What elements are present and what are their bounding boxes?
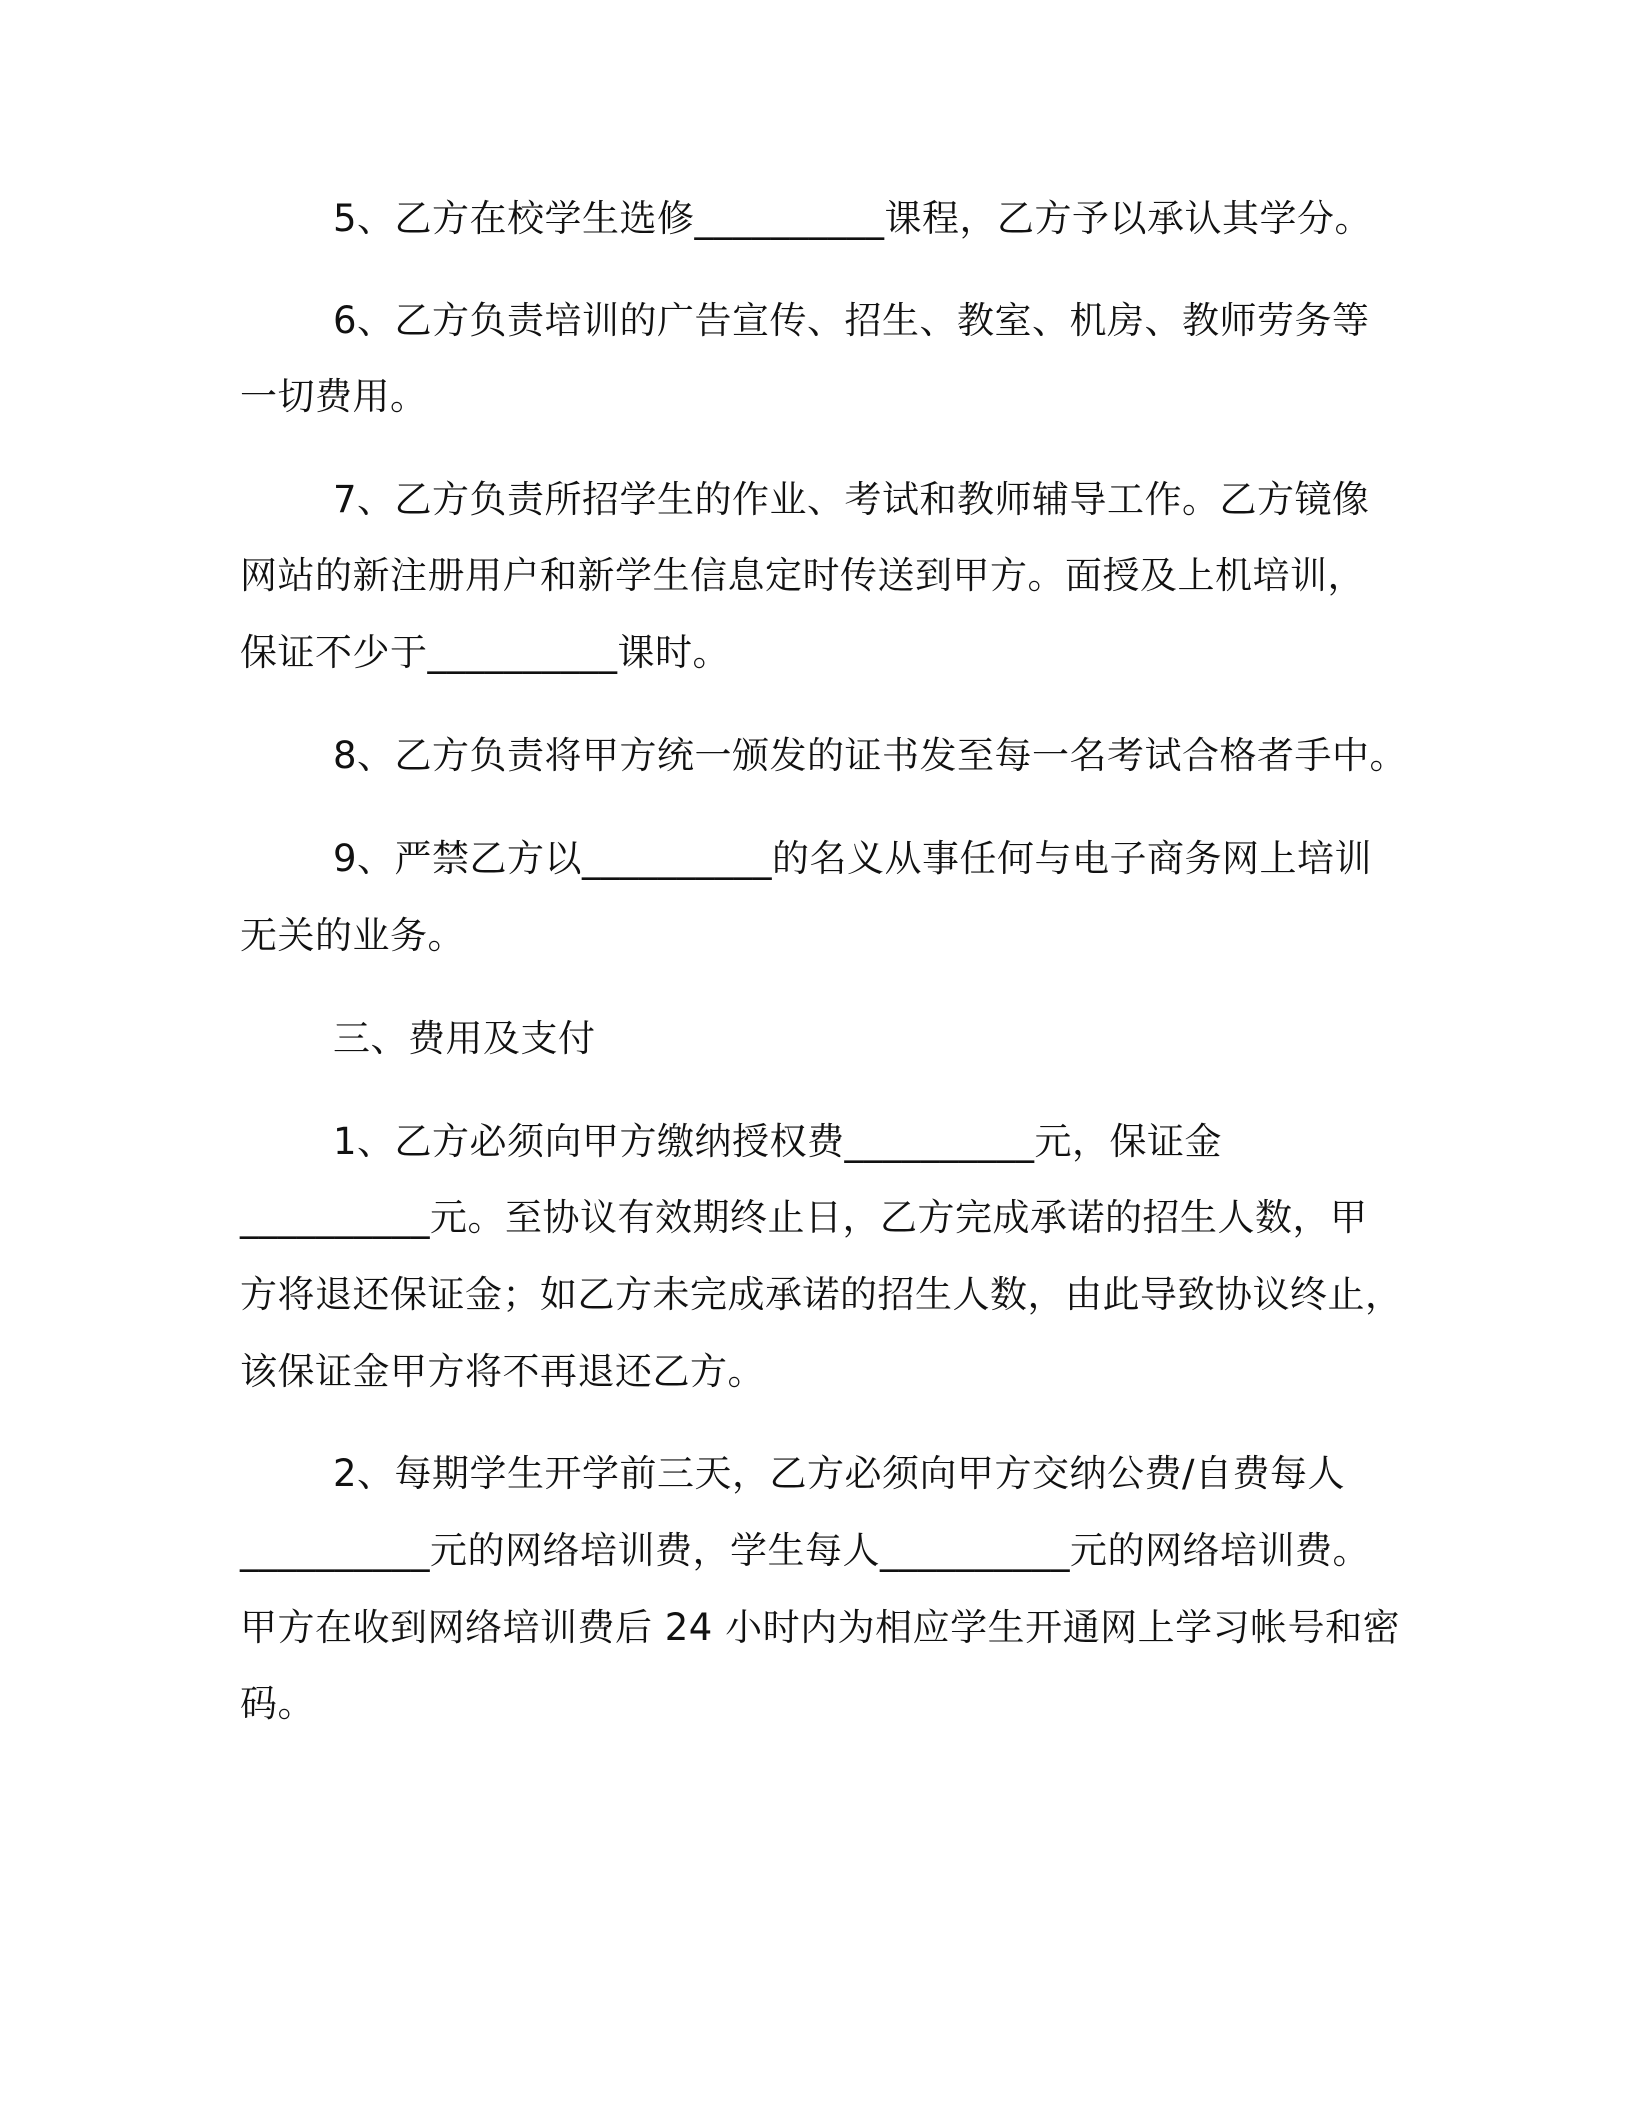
- clause-7-line-3: 保证不少于__________课时。: [240, 631, 730, 674]
- payment-clause-1-line-1: 1、乙方必须向甲方缴纳授权费__________元，保证金: [333, 1120, 1223, 1163]
- payment-clause-2-line-1: 2、每期学生开学前三天，乙方必须向甲方交纳公费/自费每人: [333, 1452, 1346, 1495]
- payment-clause-1-line-4: 该保证金甲方将不再退还乙方。: [240, 1350, 765, 1393]
- payment-clause-2-line-4: 码。: [240, 1682, 315, 1725]
- payment-clause-1-line-3: 方将退还保证金；如乙方未完成承诺的招生人数，由此导致协议终止，: [240, 1273, 1403, 1316]
- clause-9-line-2: 无关的业务。: [240, 914, 465, 957]
- clause-6-line-2: 一切费用。: [240, 375, 428, 418]
- clause-8-line-1: 8、乙方负责将甲方统一颁发的证书发至每一名考试合格者手中。: [333, 734, 1408, 777]
- clause-7-line-1: 7、乙方负责所招学生的作业、考试和教师辅导工作。乙方镜像: [333, 478, 1370, 521]
- payment-clause-2-line-2: __________元的网络培训费，学生每人__________元的网络培训费。: [240, 1529, 1370, 1572]
- payment-clause-1-line-2: __________元。至协议有效期终止日，乙方完成承诺的招生人数，甲: [240, 1196, 1368, 1239]
- payment-clause-2-line-3: 甲方在收到网络培训费后 24 小时内为相应学生开通网上学习帐号和密: [240, 1606, 1401, 1649]
- clause-5-line-1: 5、乙方在校学生选修__________课程，乙方予以承认其学分。: [333, 197, 1373, 240]
- clause-6-line-1: 6、乙方负责培训的广告宣传、招生、教室、机房、教师劳务等: [333, 299, 1370, 342]
- section-heading: 三、费用及支付: [333, 1017, 596, 1060]
- clause-7-line-2: 网站的新注册用户和新学生信息定时传送到甲方。面授及上机培训，: [240, 554, 1365, 597]
- clause-9-line-1: 9、严禁乙方以__________的名义从事任何与电子商务网上培训: [333, 837, 1373, 880]
